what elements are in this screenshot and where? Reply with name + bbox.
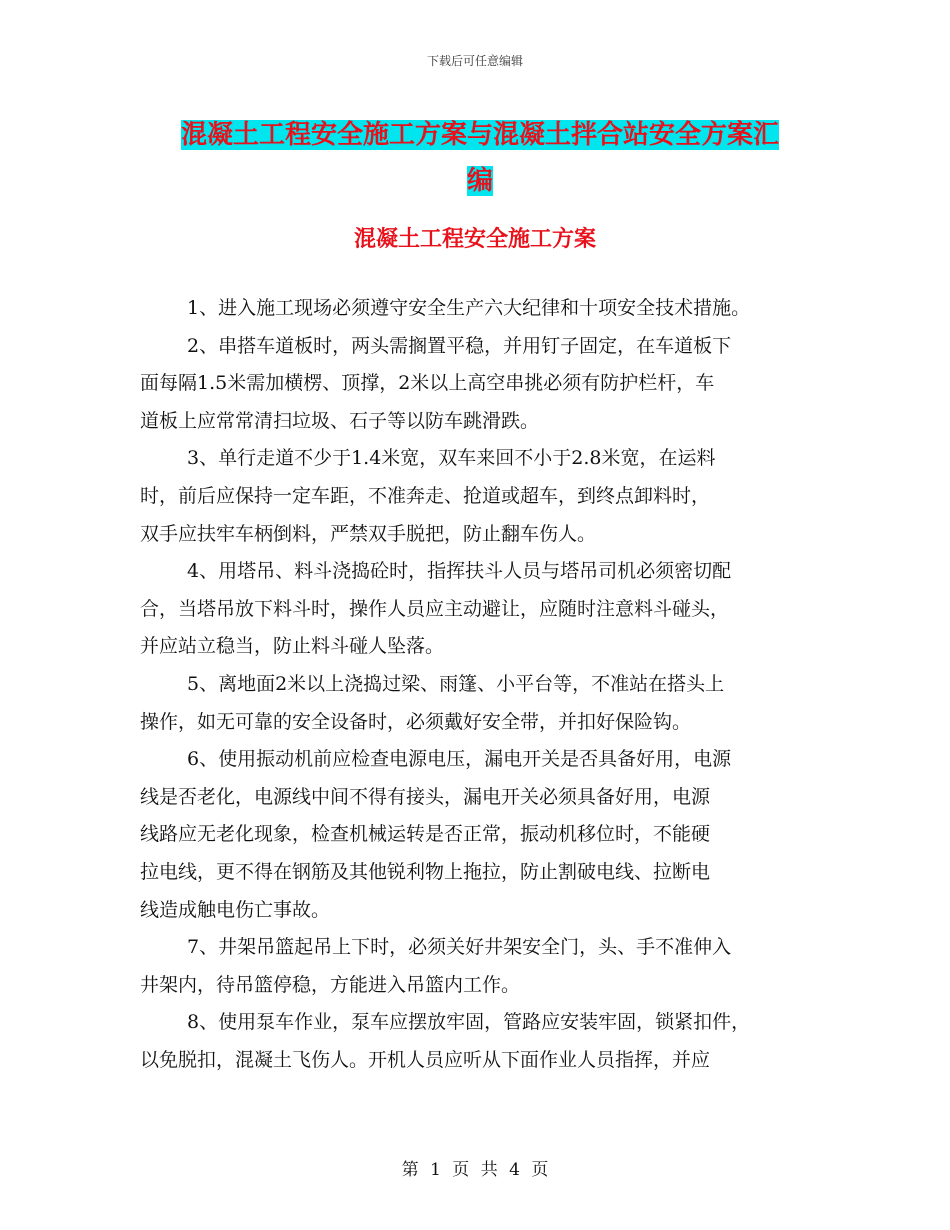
paragraph-6	[140, 741, 830, 929]
paragraph-3	[140, 440, 830, 553]
text-line: 时，前后应保持一定车距，不准奔走、抢道或超车，到终点卸料时，	[140, 484, 711, 507]
text-line: 拉电线，更不得在钢筋及其他锐利物上拖拉，防止割破电线、拉断电	[140, 860, 711, 883]
paragraph-4	[140, 553, 830, 666]
document-title	[140, 112, 820, 204]
paragraph-7	[140, 929, 830, 1004]
text-line: 4、用塔吊、料斗浇捣砼时，指挥扶斗人员与塔吊司机必须密切配	[187, 560, 732, 583]
text-line: 并应站立稳当，防止料斗碰人坠落。	[140, 635, 445, 658]
text-line: 线造成触电伤亡事故。	[140, 898, 331, 921]
title-line-1: 混凝土工程安全施工方案与混凝土拌合站安全方案汇	[180, 120, 779, 150]
text-line: 井架内，待吊篮停稳，方能进入吊篮内工作。	[140, 973, 521, 996]
text-line: 以免脱扣，混凝土飞伤人。开机人员应听从下面作业人员指挥，并应	[140, 1048, 711, 1071]
header-note: 下载后可任意编辑	[426, 54, 523, 68]
paragraph-2	[140, 328, 830, 441]
text-line: 道板上应常常清扫垃圾、石子等以防车跳滑跌。	[140, 409, 540, 432]
text-line: 6、使用振动机前应检查电源电压，漏电开关是否具备好用，电源	[187, 748, 732, 771]
text-line: 面每隔1.5米需加横楞、顶撑，2米以上高空串挑必须有防护栏杆，车	[140, 372, 715, 395]
text-line: 3、单行走道不少于1.4米宽，双车来回不小于2.8米宽，在运料	[187, 447, 716, 470]
paragraph-5	[140, 666, 830, 741]
text-line: 双手应扶牢车柄倒料，严禁双手脱把，防止翻车伤人。	[140, 522, 597, 545]
text-line: 5、离地面2米以上浇捣过梁、雨篷、小平台等，不准站在搭头上	[187, 672, 725, 695]
page-footer: 第 1 页 共 4 页	[401, 1160, 549, 1180]
title-line-2: 编	[466, 166, 493, 196]
text-line: 合，当塔吊放下料斗时，操作人员应主动避让，应随时注意料斗碰头，	[140, 597, 730, 620]
text-line: 线是否老化，电源线中间不得有接头，漏电开关必须具备好用，电源	[140, 785, 711, 808]
text-line: 7、井架吊篮起吊上下时，必须关好井架安全门，头、手不准伸入	[187, 936, 732, 959]
text-line: 线路应无老化现象，检查机械运转是否正常，振动机移位时，不能硬	[140, 823, 711, 846]
text-line: 8、使用泵车作业，泵车应摆放牢固，管路应安装牢固，锁紧扣件，	[187, 1011, 751, 1034]
text-line: 操作，如无可靠的安全设备时，必须戴好安全带，并扣好保险钩。	[140, 710, 692, 733]
paragraph-1	[140, 290, 830, 328]
text-line: 2、串搭车道板时，两头需搁置平稳，并用钉子固定，在车道板下	[187, 334, 732, 357]
paragraph-8	[140, 1004, 830, 1079]
section-title: 混凝土工程安全施工方案	[353, 226, 596, 252]
body-text	[140, 290, 830, 1079]
text-line: 1、进入施工现场必须遵守安全生产六大纪律和十项安全技术措施。	[187, 297, 751, 319]
